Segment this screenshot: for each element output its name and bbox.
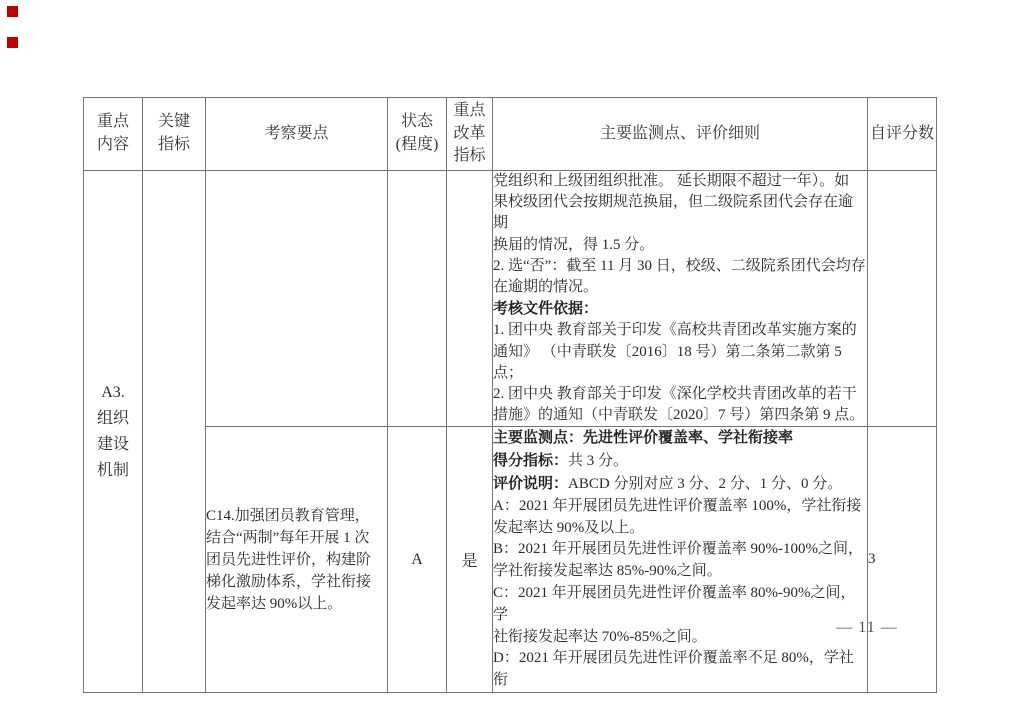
monitor-line (493, 450, 867, 473)
red-annotation-mark (7, 37, 18, 48)
monitor-paragraph: 党组织和上级团组织批准。 延长期限不超过一年）。如 果校级团代会按期规范换届，但二级院系团代会存在逾期 换届的情况，得 1.5 分。 2. 选“否”：截至 11 月 30 日，校级、二级院系团代会均存 在逾期的情况。 (493, 173, 866, 296)
cell-key-content-a3: A3. 组织 建设 机制 (84, 171, 143, 693)
header-inspection-points: 考察要点 (206, 98, 388, 171)
cell-inspection-point-c14: C14.加强团员教育管理， 结合“两制”每年开展 1 次 团员先进性评价，构建阶 梯化激励体系，学社衔接 发起率达 90%以上。 (206, 427, 388, 693)
cell-key-indicator (143, 171, 206, 693)
header-monitoring-rules: 主要监测点、评价细则 (493, 98, 868, 171)
cell-reform-empty (447, 171, 493, 427)
monitor-option-a: A：2021 年开展团员先进性评价覆盖率 100%，学社衔接 发起率达 90%及以上。 (493, 497, 862, 536)
monitor-heading (493, 298, 867, 320)
monitor-line (493, 427, 867, 450)
cell-self-score-row1 (868, 171, 937, 427)
monitor-value: 先进性评价覆盖率、学社衔接率 (583, 429, 794, 447)
cell-status-value: A (388, 427, 447, 693)
header-self-score: 自评分数 (868, 98, 937, 171)
monitor-option-d: D：2021 年开展团员先进性评价覆盖率不足 80%，学社衔 (493, 650, 854, 689)
cell-monitor-row1 (493, 171, 868, 427)
bold-label: 评价说明： (493, 475, 569, 493)
monitor-paragraph: 1. 团中央 教育部关于印发《高校共青团改革实施方案的 通知》 （中青联发〔2016〕18 号）第二条第二款第 5 点； 2. 团中央 教育部关于印发《深化学校共青团改革的若干 措施》的通知（中青联发〔2020〕7 号）第四条第 9 点。 (493, 322, 865, 424)
monitor-option-c: C：2021 年开展团员先进性评价覆盖率 80%-90%之间，学 社衔接发起率达 70%-85%之间。 (493, 585, 856, 645)
red-annotation-mark (7, 6, 18, 17)
header-key-indicator: 关键 指标 (143, 98, 206, 171)
monitor-option-b: B：2021 年开展团员先进性评价覆盖率 90%-100%之间， 学社衔接发起率达 85%-90%之间。 (493, 541, 863, 580)
table-row (84, 427, 937, 693)
cell-reform-indicator-value: 是 (447, 427, 493, 693)
cell-self-score-row2: 3 (868, 427, 937, 693)
table-row (84, 171, 937, 427)
header-status-degree: 状态 (程度) (388, 98, 447, 171)
bold-label: 考核文件依据： (493, 300, 599, 318)
cell-monitor-row2 (493, 427, 868, 693)
table-header-row (84, 98, 937, 171)
monitor-value: ABCD 分别对应 3 分、2 分、1 分、0 分。 (568, 476, 843, 493)
header-key-content: 重点 内容 (84, 98, 143, 171)
cell-status-empty (388, 171, 447, 427)
header-reform-indicator: 重点 改革 指标 (447, 98, 493, 171)
evaluation-table (83, 97, 937, 693)
monitor-value: 共 3 分。 (568, 453, 629, 470)
monitor-line (493, 473, 867, 496)
page-number: — 11 — (836, 619, 898, 636)
cell-inspection-empty (206, 171, 388, 427)
bold-label: 主要监测点： (493, 429, 584, 447)
bold-label: 得分指标： (493, 452, 569, 470)
